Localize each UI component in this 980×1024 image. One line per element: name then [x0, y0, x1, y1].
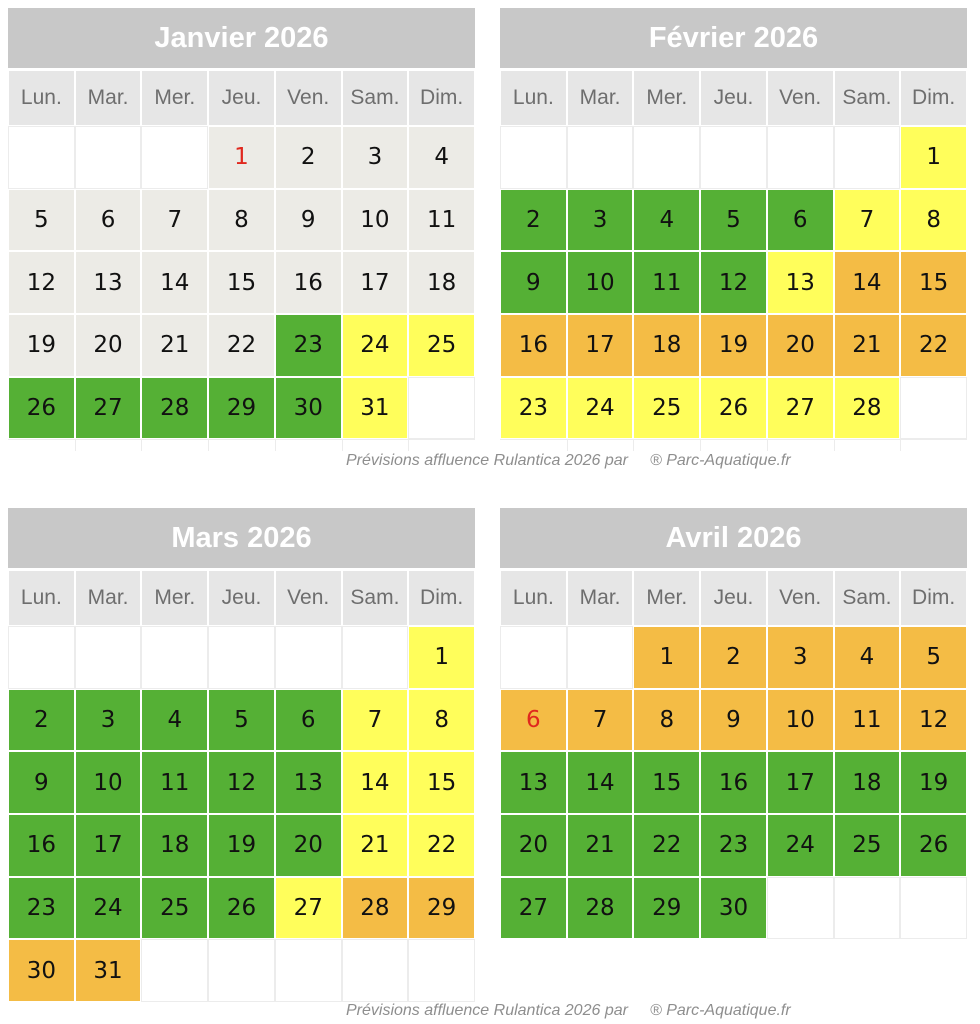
credit-line — [346, 1002, 791, 1020]
weekday-header-row — [8, 70, 475, 126]
day-cell: 2 — [275, 126, 342, 189]
day-cell: 21 — [141, 314, 208, 377]
day-cell: 21 — [567, 814, 634, 877]
day-cell: 23 — [700, 814, 767, 877]
weekday-label: Ven. — [767, 70, 834, 126]
day-cell: 20 — [275, 814, 342, 877]
weekday-label: Jeu. — [208, 570, 275, 626]
day-cell: 4 — [633, 189, 700, 252]
day-cell: 1 — [633, 626, 700, 689]
day-cell: 25 — [141, 877, 208, 940]
day-cell: 19 — [8, 314, 75, 377]
day-cell: 23 — [500, 377, 567, 440]
calendar-fevrier — [500, 8, 967, 451]
day-cell: 13 — [500, 751, 567, 814]
day-cell: 10 — [342, 189, 409, 252]
empty-day-cell — [208, 939, 275, 1002]
day-cell: 22 — [900, 314, 967, 377]
calendar-avril — [500, 508, 967, 939]
day-cell: 29 — [208, 377, 275, 440]
day-cell: 19 — [208, 814, 275, 877]
weekday-header-row — [8, 570, 475, 626]
day-cell: 19 — [900, 751, 967, 814]
credit-text: Prévisions affluence Rulantica 2026 par — [346, 1002, 628, 1019]
empty-day-cell — [834, 877, 901, 940]
day-cell: 3 — [767, 626, 834, 689]
day-cell: 18 — [408, 251, 475, 314]
day-cell: 24 — [342, 314, 409, 377]
day-cell: 30 — [700, 877, 767, 940]
day-cell: 1 — [408, 626, 475, 689]
weekday-label: Dim. — [408, 570, 475, 626]
weekday-label: Lun. — [500, 70, 567, 126]
day-cell: 16 — [8, 814, 75, 877]
day-cell: 20 — [75, 314, 142, 377]
day-cell: 2 — [8, 689, 75, 752]
weekday-label: Dim. — [900, 570, 967, 626]
day-cell: 10 — [567, 251, 634, 314]
empty-day-cell — [141, 939, 208, 1002]
day-cell: 29 — [408, 877, 475, 940]
day-cell: 5 — [208, 689, 275, 752]
day-cell: 19 — [700, 314, 767, 377]
day-cell: 16 — [500, 314, 567, 377]
calendar-title: Février 2026 — [500, 8, 967, 70]
empty-day-cell — [500, 626, 567, 689]
weekday-label: Lun. — [8, 70, 75, 126]
day-cell: 18 — [141, 814, 208, 877]
day-cell: 8 — [633, 689, 700, 752]
day-cell: 14 — [834, 251, 901, 314]
day-cell: 1 — [900, 126, 967, 189]
weekday-label: Sam. — [834, 570, 901, 626]
day-cell: 11 — [633, 251, 700, 314]
day-cell: 20 — [500, 814, 567, 877]
day-cell: 31 — [342, 377, 409, 440]
day-cell: 27 — [75, 377, 142, 440]
day-cell: 31 — [75, 939, 142, 1002]
day-cell: 27 — [275, 877, 342, 940]
credit-text: Prévisions affluence Rulantica 2026 par — [346, 452, 628, 469]
credit-line — [346, 452, 791, 470]
weekday-label: Sam. — [834, 70, 901, 126]
day-cell: 25 — [633, 377, 700, 440]
day-cell: 15 — [900, 251, 967, 314]
weekday-label: Jeu. — [208, 70, 275, 126]
day-cell: 26 — [900, 814, 967, 877]
empty-day-cell — [208, 626, 275, 689]
day-cell: 13 — [275, 751, 342, 814]
day-cell: 9 — [8, 751, 75, 814]
day-cell: 16 — [700, 751, 767, 814]
day-cell: 11 — [834, 689, 901, 752]
day-cell: 23 — [275, 314, 342, 377]
day-cell: 30 — [275, 377, 342, 440]
grid-footer-line — [8, 439, 475, 451]
day-cell: 6 — [275, 689, 342, 752]
day-cell: 14 — [141, 251, 208, 314]
day-cell: 6 — [500, 689, 567, 752]
weekday-label: Dim. — [408, 70, 475, 126]
day-cell: 2 — [700, 626, 767, 689]
weekday-header-row — [500, 570, 967, 626]
day-cell: 18 — [633, 314, 700, 377]
calendar-mars — [8, 508, 475, 1002]
day-cell: 5 — [700, 189, 767, 252]
day-cell: 26 — [8, 377, 75, 440]
empty-day-cell — [342, 626, 409, 689]
empty-day-cell — [8, 126, 75, 189]
day-cell: 29 — [633, 877, 700, 940]
day-cell: 30 — [8, 939, 75, 1002]
credit-source: ® Parc-Aquatique.fr — [649, 1002, 791, 1019]
day-cell: 28 — [342, 877, 409, 940]
day-cell: 15 — [408, 751, 475, 814]
weekday-label: Lun. — [500, 570, 567, 626]
day-cell: 27 — [500, 877, 567, 940]
day-cell: 25 — [834, 814, 901, 877]
calendar-title: Avril 2026 — [500, 508, 967, 570]
day-cell: 13 — [767, 251, 834, 314]
weekday-label: Lun. — [8, 570, 75, 626]
weekday-label: Mar. — [567, 70, 634, 126]
empty-day-cell — [342, 939, 409, 1002]
day-cell: 9 — [500, 251, 567, 314]
calendar-title: Mars 2026 — [8, 508, 475, 570]
day-cell: 8 — [900, 189, 967, 252]
day-cell: 4 — [408, 126, 475, 189]
weekday-label: Mer. — [633, 70, 700, 126]
day-cell: 25 — [408, 314, 475, 377]
empty-day-cell — [75, 626, 142, 689]
day-cell: 11 — [408, 189, 475, 252]
day-cell: 22 — [208, 314, 275, 377]
empty-day-cell — [408, 377, 475, 440]
empty-day-cell — [75, 126, 142, 189]
calendar-janvier — [8, 8, 475, 451]
day-cell: 14 — [567, 751, 634, 814]
weekday-header-row — [500, 70, 967, 126]
empty-day-cell — [633, 126, 700, 189]
weekday-label: Ven. — [275, 570, 342, 626]
day-cell: 23 — [8, 877, 75, 940]
day-cell: 12 — [8, 251, 75, 314]
day-cell: 2 — [500, 189, 567, 252]
day-cell: 28 — [834, 377, 901, 440]
day-cell: 16 — [275, 251, 342, 314]
day-cell: 4 — [141, 689, 208, 752]
weekday-label: Dim. — [900, 70, 967, 126]
day-cell: 26 — [700, 377, 767, 440]
day-cell: 12 — [700, 251, 767, 314]
days-grid — [8, 126, 475, 439]
day-cell: 21 — [342, 814, 409, 877]
weekday-label: Jeu. — [700, 570, 767, 626]
grid-footer-line — [500, 439, 967, 451]
day-cell: 21 — [834, 314, 901, 377]
days-grid — [500, 626, 967, 939]
weekday-label: Mer. — [633, 570, 700, 626]
empty-day-cell — [8, 626, 75, 689]
day-cell: 3 — [342, 126, 409, 189]
day-cell: 7 — [342, 689, 409, 752]
day-cell: 27 — [767, 377, 834, 440]
day-cell: 14 — [342, 751, 409, 814]
day-cell: 24 — [567, 377, 634, 440]
empty-day-cell — [567, 626, 634, 689]
day-cell: 11 — [141, 751, 208, 814]
weekday-label: Mar. — [567, 570, 634, 626]
empty-day-cell — [767, 877, 834, 940]
day-cell: 5 — [8, 189, 75, 252]
day-cell: 17 — [342, 251, 409, 314]
day-cell: 6 — [75, 189, 142, 252]
weekday-label: Sam. — [342, 70, 409, 126]
empty-day-cell — [141, 626, 208, 689]
weekday-label: Sam. — [342, 570, 409, 626]
day-cell: 22 — [408, 814, 475, 877]
weekday-label: Ven. — [767, 570, 834, 626]
empty-day-cell — [767, 126, 834, 189]
day-cell: 12 — [900, 689, 967, 752]
day-cell: 3 — [567, 189, 634, 252]
day-cell: 8 — [408, 689, 475, 752]
empty-day-cell — [275, 939, 342, 1002]
day-cell: 24 — [75, 877, 142, 940]
days-grid — [500, 126, 967, 439]
day-cell: 22 — [633, 814, 700, 877]
day-cell: 15 — [633, 751, 700, 814]
weekday-label: Jeu. — [700, 70, 767, 126]
day-cell: 12 — [208, 751, 275, 814]
calendar-title: Janvier 2026 — [8, 8, 475, 70]
day-cell: 8 — [208, 189, 275, 252]
weekday-label: Ven. — [275, 70, 342, 126]
empty-day-cell — [141, 126, 208, 189]
days-grid — [8, 626, 475, 1002]
weekday-label: Mar. — [75, 570, 142, 626]
weekday-label: Mer. — [141, 570, 208, 626]
day-cell: 26 — [208, 877, 275, 940]
empty-day-cell — [408, 939, 475, 1002]
day-cell: 28 — [567, 877, 634, 940]
day-cell: 28 — [141, 377, 208, 440]
day-cell: 7 — [567, 689, 634, 752]
day-cell: 10 — [75, 751, 142, 814]
weekday-label: Mar. — [75, 70, 142, 126]
day-cell: 7 — [141, 189, 208, 252]
day-cell: 1 — [208, 126, 275, 189]
day-cell: 24 — [767, 814, 834, 877]
day-cell: 9 — [275, 189, 342, 252]
empty-day-cell — [834, 126, 901, 189]
day-cell: 6 — [767, 189, 834, 252]
empty-day-cell — [700, 126, 767, 189]
day-cell: 10 — [767, 689, 834, 752]
day-cell: 15 — [208, 251, 275, 314]
day-cell: 9 — [700, 689, 767, 752]
day-cell: 4 — [834, 626, 901, 689]
credit-source: ® Parc-Aquatique.fr — [649, 452, 791, 469]
weekday-label: Mer. — [141, 70, 208, 126]
day-cell: 17 — [567, 314, 634, 377]
empty-day-cell — [900, 377, 967, 440]
day-cell: 17 — [75, 814, 142, 877]
day-cell: 13 — [75, 251, 142, 314]
day-cell: 7 — [834, 189, 901, 252]
empty-day-cell — [500, 126, 567, 189]
day-cell: 17 — [767, 751, 834, 814]
day-cell: 3 — [75, 689, 142, 752]
day-cell: 5 — [900, 626, 967, 689]
empty-day-cell — [567, 126, 634, 189]
empty-day-cell — [275, 626, 342, 689]
day-cell: 20 — [767, 314, 834, 377]
empty-day-cell — [900, 877, 967, 940]
day-cell: 18 — [834, 751, 901, 814]
